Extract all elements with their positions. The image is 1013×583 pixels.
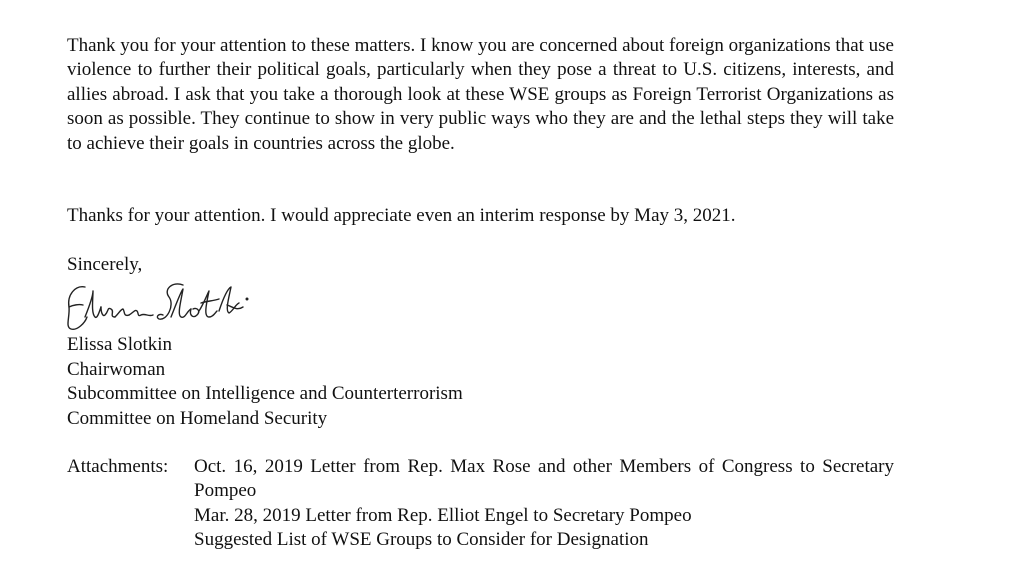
attachments-label: Attachments: bbox=[67, 456, 169, 478]
body-paragraph-2: Thanks for your attention. I would appreciate even an interim response by May 3, 2021. bbox=[67, 205, 736, 226]
closing-salutation: Sincerely, bbox=[67, 254, 143, 276]
signer-subcommittee: Subcommittee on Intelligence and Counterterrorism bbox=[67, 383, 463, 405]
attachment-item: Suggested List of WSE Groups to Consider for Designation bbox=[194, 529, 649, 551]
signer-title: Chairwoman bbox=[67, 358, 166, 380]
attachments-list bbox=[194, 455, 894, 553]
signature-block bbox=[67, 333, 894, 431]
handwritten-signature bbox=[67, 277, 267, 333]
letter-page bbox=[67, 34, 894, 553]
signer-committee: Committee on Homeland Security bbox=[67, 407, 328, 429]
signer-name: Elissa Slotkin bbox=[67, 334, 173, 356]
body-paragraph-1: Thank you for your attention to these matters. I know you are concerned about foreign organizations that use violence to further their political goals, particularly when they pose a threat to U.S. citizens, interests, and allies abroad. I ask that you take a thorough look at these WSE groups as Foreign Terrorist Organizations as soon as possible. They continue to show in very public ways who they are and the lethal steps they will take to achieve their goals in countries across the globe. bbox=[67, 35, 894, 154]
attachment-item: Mar. 28, 2019 Letter from Rep. Elliot Engel to Secretary Pompeo bbox=[194, 504, 692, 526]
attachment-item: Oct. 16, 2019 Letter from Rep. Max Rose and other Members of Congress to Secretary Pompeo bbox=[194, 456, 894, 502]
attachments-section bbox=[67, 455, 894, 553]
